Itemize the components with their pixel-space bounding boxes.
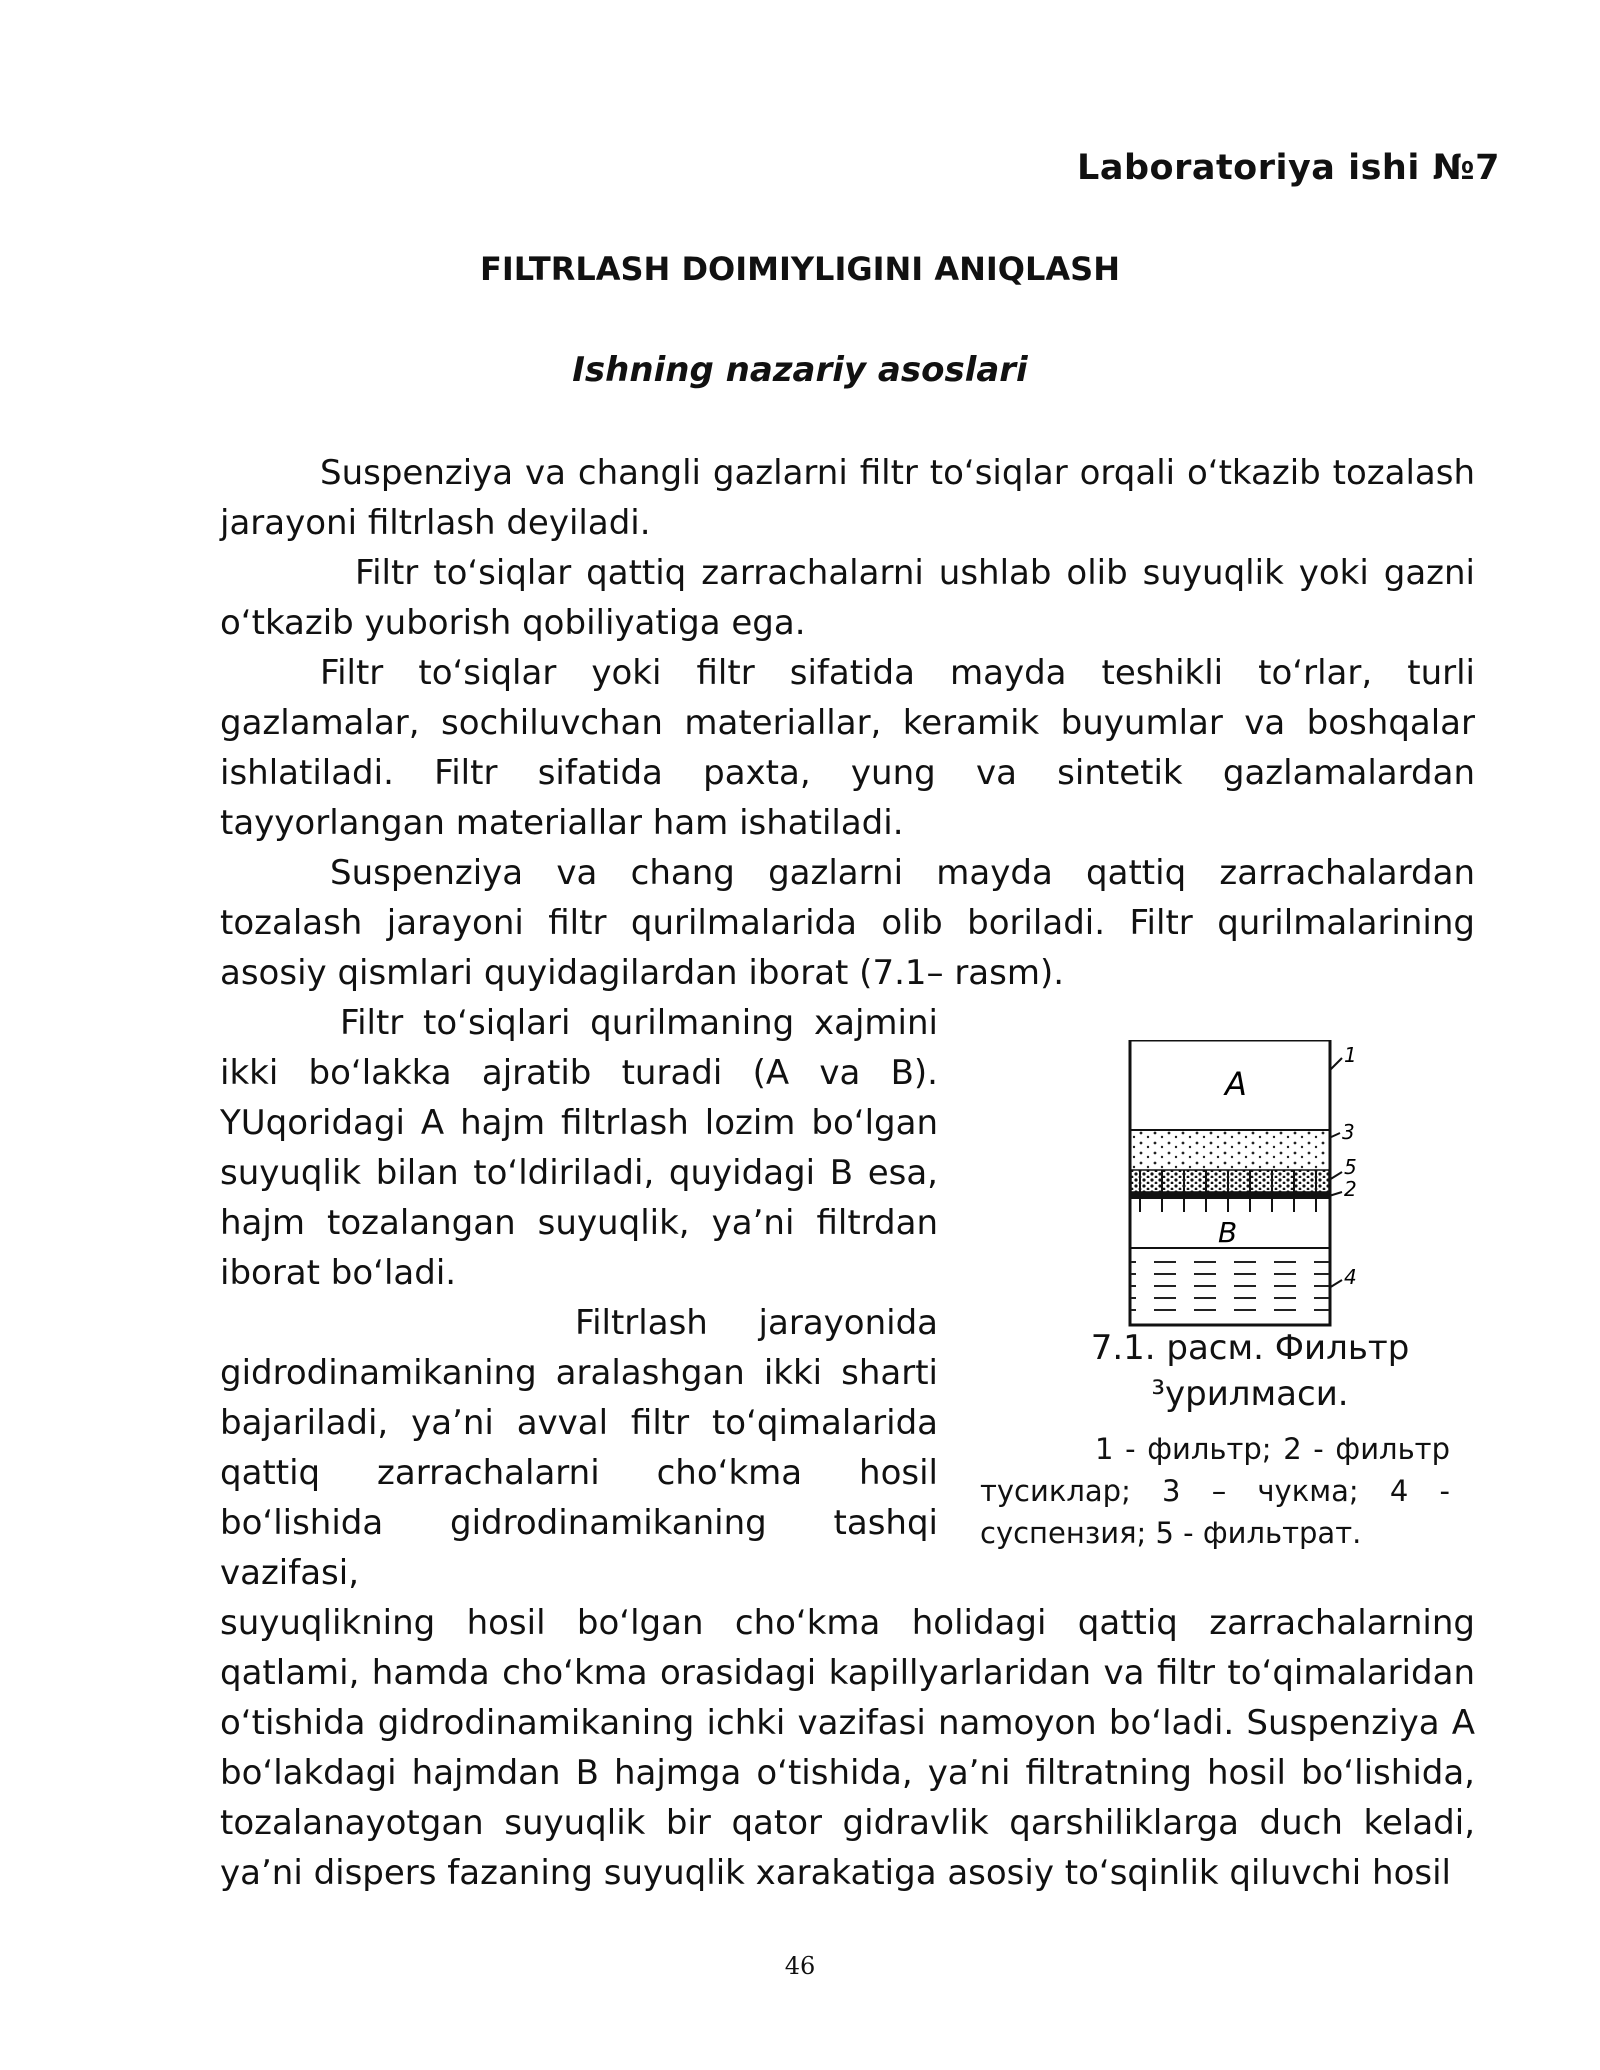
callout-4: 4 bbox=[1344, 1265, 1357, 1289]
callout-1: 1 bbox=[1344, 1043, 1357, 1067]
sediment-layer bbox=[1131, 1130, 1329, 1170]
document-title: FILTRLASH DOIMIYLIGINI ANIQLASH bbox=[480, 250, 1120, 288]
paragraph-2: Filtr to‘siqlar qattiq zarrachalarni ushlab olib suyuqlik yoki gazni o‘tkazib yuborish qobiliyatiga ega. bbox=[220, 553, 1475, 643]
filter-cake-layer bbox=[1131, 1170, 1329, 1192]
page-number: 46 bbox=[784, 1952, 816, 1980]
paragraph-5: Filtr to‘siqlari qurilmaning xajmini ikki bo‘lakka ajratib turadi (A va B). YUqoridagi A hajm filtrlash lozim bo‘lgan suyuqlik bilan to‘ldiriladi, quyidagi B esa, hajm tozalangan suyuqlik, ya’ni filtrdan iborat bo‘ladi. bbox=[220, 1003, 938, 1293]
label-b: B bbox=[1218, 1216, 1238, 1249]
label-a: A bbox=[1225, 1065, 1247, 1103]
paragraph-1: Suspenziya va changli gazlarni filtr to‘siqlar orqali o‘tkazib tozalash jarayoni filtrlash deyiladi. bbox=[220, 453, 1475, 543]
section-subtitle: Ishning nazariy asoslari bbox=[572, 350, 1028, 390]
figure-legend: 1 - фильтр; 2 - фильтр тусиклар; 3 – чукма; 4 - суспензия; 5 - фильтрат. bbox=[980, 1432, 1450, 1550]
callout-3: 3 bbox=[1342, 1120, 1355, 1144]
filter-septum bbox=[1131, 1192, 1329, 1199]
paragraph-4: Suspenziya va chang gazlarni mayda qattiq zarrachalardan tozalash jarayoni filtr qurilmalarida olib boriladi. Filtr qurilmalarining asosiy qismlari quyidagilardan iborat (7.1– rasm). bbox=[220, 853, 1475, 993]
callout-5: 5 bbox=[1344, 1155, 1357, 1179]
filter-device-diagram bbox=[1110, 1040, 1360, 1330]
callout-2: 2 bbox=[1344, 1177, 1357, 1201]
paragraph-7: suyuqlikning hosil bo‘lgan cho‘kma holidagi qattiq zarrachalarning qatlami, hamda cho‘kma orasidagi kapillyarlaridan va filtr to‘qimalaridan o‘tishida gidrodinamikaning ichki vazifasi namoyon bo‘ladi. Suspenziya A bo‘lakdagi hajmdan B hajmga o‘tishida, ya’ni filtratning hosil bo‘lishida, tozalanayotgan suyuqlik bir qator gidravlik qarshiliklarga duch keladi, ya’ni dispers fazaning suyuqlik xarakatiga asosiy to‘sqinlik qiluvchi hosil bbox=[220, 1603, 1475, 1893]
paragraph-3: Filtr to‘siqlar yoki filtr sifatida mayda teshikli to‘rlar, turli gazlamalar, sochiluvchan materiallar, keramik buyumlar va boshqalar ishlatiladi. Filtr sifatida paxta, yung va sintetik gazlamalardan tayyorlangan materiallar ham ishatiladi. bbox=[220, 653, 1475, 843]
lab-number-heading: Laboratoriya ishi №7 bbox=[1077, 148, 1500, 188]
paragraph-6: Filtrlash jarayonida gidrodinamikaning aralashgan ikki sharti bajariladi, ya’ni avval filtr to‘qimalarida qattiq zarrachalarni cho‘kma hosil bo‘lishida gidrodinamikaning tashqi vazifasi, bbox=[220, 1303, 938, 1593]
filtrate-liquid bbox=[1131, 1255, 1329, 1320]
figure-caption: 7.1. расм. Фильтр ³урилмаси. bbox=[1090, 1328, 1410, 1414]
